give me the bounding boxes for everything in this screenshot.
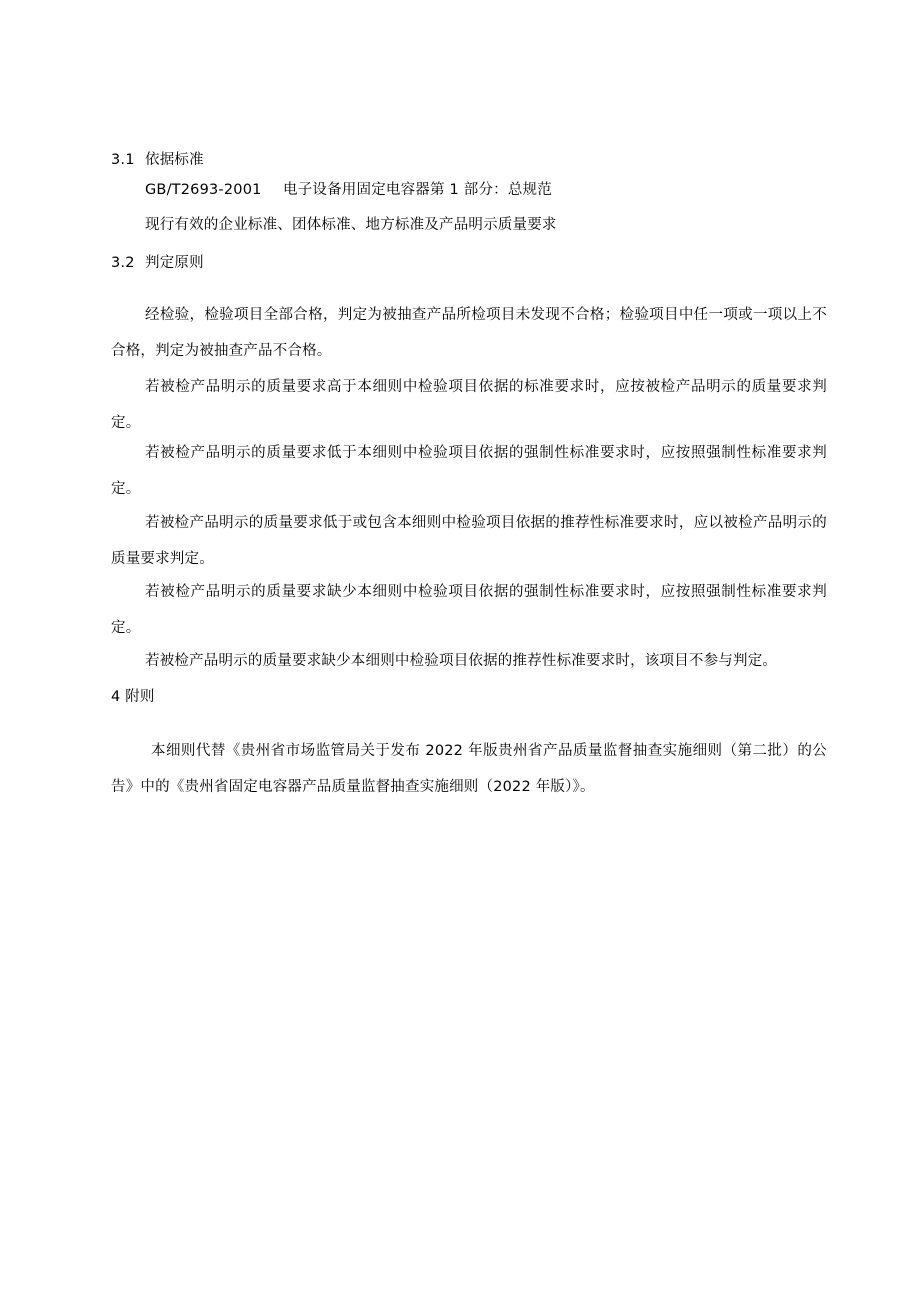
judgement-paragraph: 若被检产品明示的质量要求缺少本细则中检验项目依据的推荐性标准要求时，该项目不参与判定。 bbox=[145, 653, 778, 669]
judgement-paragraph: 若被检产品明示的质量要求低于本细则中检验项目依据的强制性标准要求时，应按照强制性标准要求判定。 bbox=[111, 445, 827, 497]
other-basis: 现行有效的企业标准、团体标准、地方标准及产品明示质量要求 bbox=[145, 217, 557, 233]
judgement-paragraph: 经检验，检验项目全部合格，判定为被抽查产品所检项目未发现不合格；检验项目中任一项或一项以上不合格，判定为被抽查产品不合格。 bbox=[111, 307, 827, 359]
supplementary-paragraph: 本细则代替《贵州省市场监管局关于发布 2022 年版贵州省产品质量监督抽查实施细则（第二批）的公告》中的《贵州省固定电容器产品质量监督抽查实施细则（2022 年版）》。 bbox=[111, 743, 827, 795]
standard-item bbox=[145, 180, 552, 200]
section-4-heading: 4 附则 bbox=[111, 689, 155, 705]
section-3-1-heading bbox=[111, 150, 204, 170]
judgement-paragraph: 若被检产品明示的质量要求低于或包含本细则中检验项目依据的推荐性标准要求时，应以被检产品明示的质量要求判定。 bbox=[111, 515, 827, 567]
judgement-paragraph: 若被检产品明示的质量要求缺少本细则中检验项目依据的强制性标准要求时，应按照强制性标准要求判定。 bbox=[111, 584, 827, 636]
section-title: 判定原则 bbox=[145, 255, 204, 271]
judgement-paragraph: 若被检产品明示的质量要求高于本细则中检验项目依据的标准要求时，应按被检产品明示的质量要求判定。 bbox=[111, 379, 827, 431]
section-title: 依据标准 bbox=[145, 152, 204, 168]
standard-code: GB/T2693-2001 bbox=[145, 182, 262, 198]
section-number: 3.1 bbox=[111, 152, 135, 168]
standard-name: 电子设备用固定电容器第 1 部分：总规范 bbox=[283, 182, 552, 198]
section-number: 3.2 bbox=[111, 255, 135, 271]
section-3-2-heading bbox=[111, 253, 204, 273]
